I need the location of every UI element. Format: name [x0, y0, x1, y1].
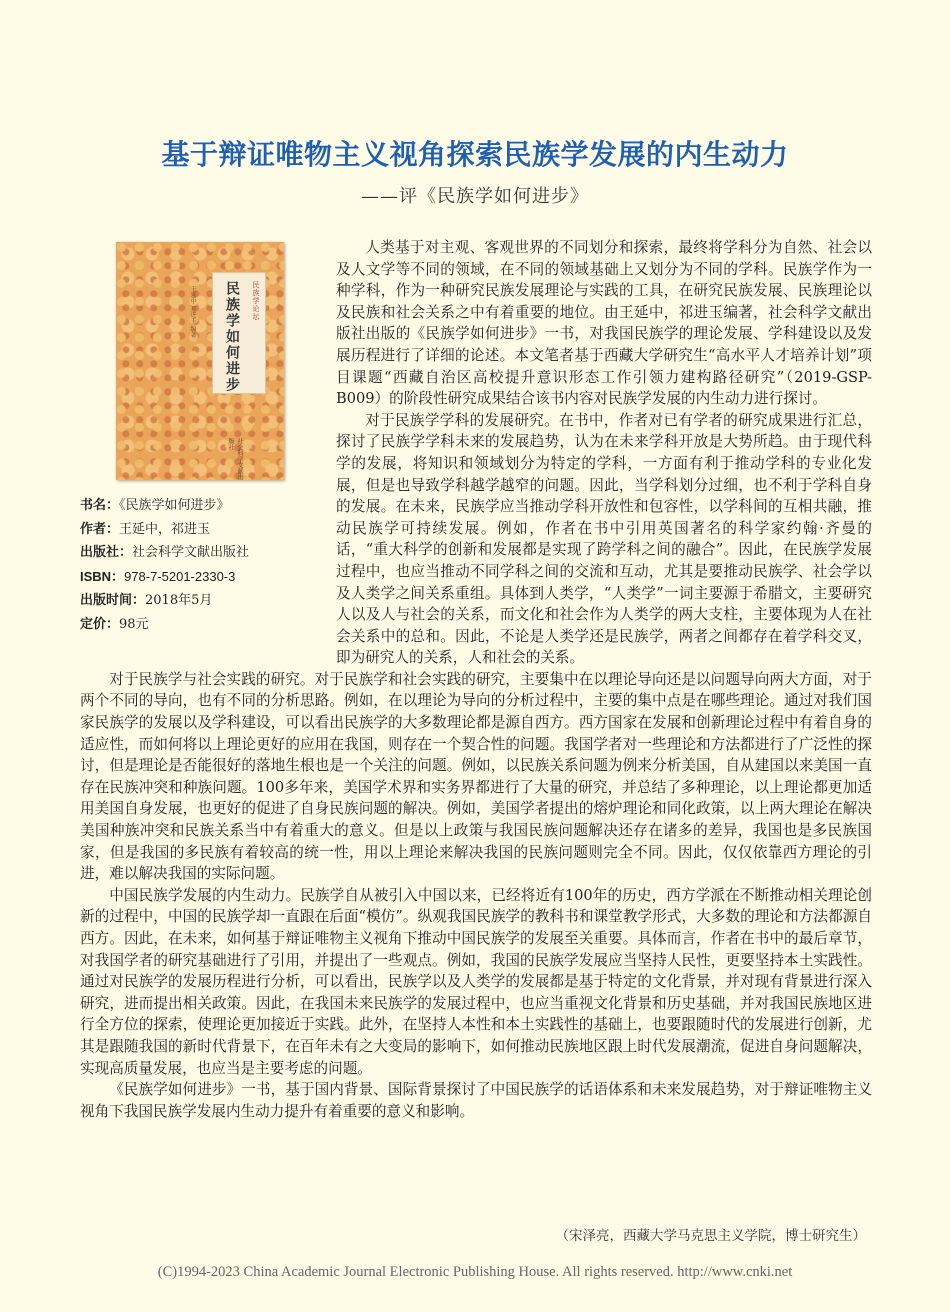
- copyright-footer: (C)1994-2023 China Academic Journal Electronic Publishing House. All rights reserved. http://www.cnki.net: [157, 1264, 793, 1280]
- book-info-isbn-value: 978-7-5201-2330-3: [124, 568, 236, 584]
- cover-authors: 王延中 祁进玉 编著: [189, 286, 196, 338]
- book-info-price-label: 定价：: [80, 616, 120, 632]
- book-info-date-value: 2018年5月: [145, 593, 213, 608]
- cover-series: 民族学论坛: [252, 281, 260, 321]
- article-subtitle: ——评《民族学如何进步》: [361, 186, 589, 207]
- book-info-date-label: 出版时间：: [80, 593, 146, 608]
- book-info-title-value: 《民族学如何进步》: [119, 498, 230, 513]
- paragraph: 中国民族学发展的内生动力。民族学自从被引入中国以来，已经将近有100年的历史，西方学派在不断推动相关理论创新的过程中，中国的民族学却一直跟在后面“模仿”。纵观我国民族学的教科书和课堂教学形式，大多数的理论和方法都源自西方。因此，在未来，如何基于辩证唯物主义视角下推动中国民族学的发展至关重要。具体而言，作者在书中的最后章节，对我国学者的研究基础进行了引用，并提出了一些观点。例如，我国的民族学发展应当坚持人民性，更要坚持本土实践性。通过对民族学的发展历程进行分析，可以看出，民族学以及人类学的发展都是基于特定的文化背景，并对现有背景进行深入研究，进而提出相关政策。因此，在我国未来民族学的发展过程中，也应当重视文化背景和历史基础，并对我国民族地区进行全方位的探索，使理论更加接近于实践。此外，在坚持人本性和本土实践性的基础上，也要跟随时代的发展进行创新，尤其是跟随我国的新时代背景下，在百年未有之大变局的影响下，如何推动民族地区跟上时代发展潮流，促进自身问题解决，实现高质量发展，也应当是主要考虑的问题。: [80, 886, 872, 1077]
- paragraph: 《民族学如何进步》一书，基于国内背景、国际背景探讨了中国民族学的话语体系和未来发展趋势，对于辩证唯物主义视角下我国民族学发展内生动力提升有着重要的意义和影响。: [80, 1081, 872, 1120]
- book-info-price-value: 98元: [119, 616, 149, 632]
- book-info-publisher-label: 出版社：: [80, 545, 133, 560]
- cover-wrap-spacer: [80, 237, 336, 665]
- book-info-publisher-value: 社会科学文献出版社: [132, 545, 250, 560]
- cover-title: 民族学如何进步: [224, 281, 240, 393]
- article-title: 基于辩证唯物主义视角探索民族学发展的内生动力: [161, 138, 789, 171]
- paragraph: 人类基于对主观、客观世界的不同划分和探索，最终将学科分为自然、社会以及人文学等不同的领域，在不同的领域基础上又划分为不同的学科。民族学作为一种学科，作为一种研究民族发展理论与实践的工具，在研究民族发展、民族理论以及民族和社会关系之中有着重要的地位。由王延中，祁进玉编著，社会科学文献出版社出版的《民族学如何进步》一书，对我国民族学的理论发展、学科建设以及发展历程进行了详细的论述。本文笔者基于西藏大学研究生“高水平人才培养计划”项目课题“西藏自治区高校提升意识形态工作引领力建构路径研究”（2019-GSP-B009）的阶段性研究成果结合该书内容对民族学发展的内生动力进行探讨。: [336, 239, 872, 408]
- article-body: [80, 237, 872, 1122]
- paragraph: 对于民族学学科的发展研究。在书中，作者对已有学者的研究成果进行汇总，探讨了民族学学科未来的发展趋势，认为在未来学科开放是大势所趋。由于现代科学的发展，将知识和领域划分为特定的学科，一方面有利于推动学科的专业化发展，但是也导致学科越学越窄的问题。因此，当学科划分过细，也不利于学科自身的发展。在未来，民族学应当推动学科开放性和包容性，以学科间的互相共融，推动民族学可持续发展。例如，作者在书中引用英国著名的科学家约翰·齐曼的话，“重大科学的创新和发展都是实现了跨学科之间的融合”。因此，在民族学发展过程中，也应当推动不同学科之间的交流和互动，尤其是要推动民族学、社会学以及人类学之间关系重组。具体到人类学，“人类学”一词主要源于希腊文，主要研究人以及人与社会的关系，而文化和社会作为人类学的两大支柱，主要体现为人在社会关系中的总和。因此，不论是人类学还是民族学，两者之间都存在着学科交叉，即为研究人的关系，人和社会的关系。: [336, 411, 872, 667]
- cover-publisher: 社会科学文献出版社: [227, 438, 243, 480]
- book-info-author-value: 王延中，祁进玉: [119, 521, 211, 537]
- book-info-author-label: 作者：: [80, 521, 120, 537]
- book-info-isbn-label: ISBN：: [80, 568, 125, 584]
- paragraph: 对于民族学与社会实践的研究。对于民族学和社会实践的研究，主要集中在以理论导向还是以问题导向两大方面，对于两个不同的导向，也有不同的分析思路。例如，在以理论为导向的分析过程中，主要的集中点是在哪些理论。通过对我们国家民族学的发展以及学科建设，可以看出民族学的大多数理论都是源自西方。西方国家在发展和创新理论过程中有着自身的适应性，而如何将以上理论更好的应用在我国，则存在一个契合性的问题。我国学者对一些理论和方法都进行了广泛性的探讨，但是理论是否能很好的落地生根也是一个关注的问题。例如，以民族关系问题为例来分析美国，自从建国以来美国一直存在民族冲突和种族问题。100多年来，美国学术界和实务界都进行了大量的研究，并总结了多种理论，以上理论都更加适用美国自身发展，也更好的促进了自身民族问题的解决。例如，美国学者提出的熔炉理论和同化政策，以上两大理论在解决美国种族冲突和民族关系当中有着重大的意义。但是以上政策与我国民族问题解决还存在诸多的差异，我国也是多民族国家，但是我国的多民族有着较高的统一性，用以上理论来解决我国的民族问题则完全不同。因此，仅仅依靠西方理论的引进，难以解决我国的实际问题。: [80, 670, 872, 883]
- author-signature: （宋泽亮，西藏大学马克思主义学院，博士研究生）: [555, 1228, 866, 1244]
- book-info-title-label: 书名：: [80, 498, 120, 513]
